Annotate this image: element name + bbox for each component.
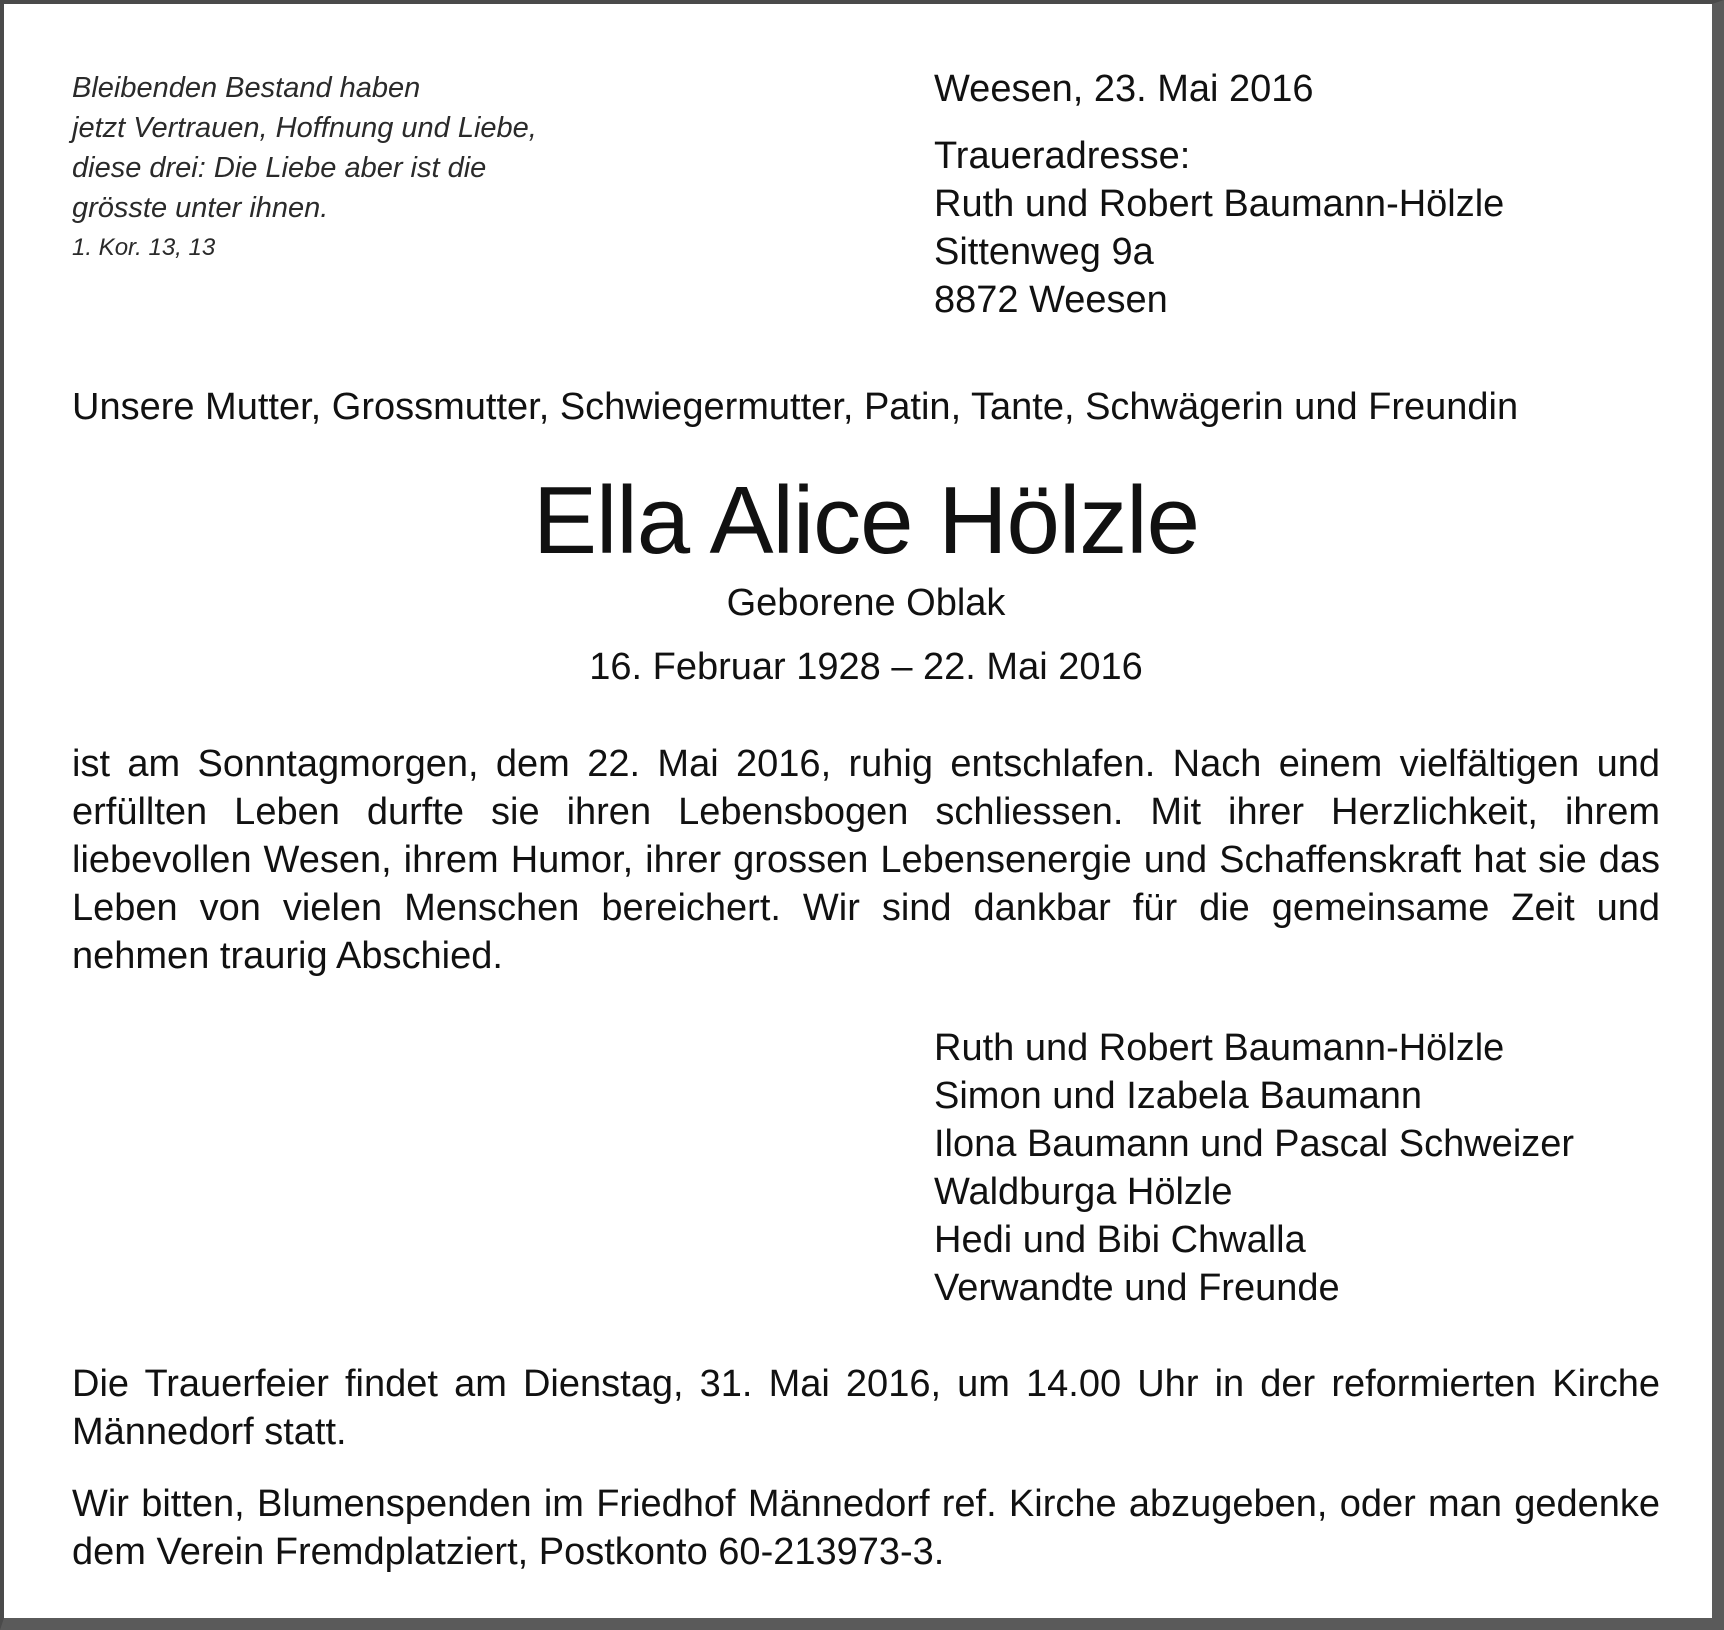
mourner: Ruth und Robert Baumann-Hölzle [934,1027,1505,1069]
mourner: Waldburga Hölzle [934,1171,1233,1213]
bible-quote [72,68,632,228]
quote-line: Bleibenden Bestand haben [72,72,421,104]
mourners-list [934,1024,1574,1312]
place-date: Weesen, 23. Mai 2016 [934,68,1314,110]
mourning-address [934,132,1504,324]
life-dates: 16. Februar 1928 – 22. Mai 2016 [589,646,1143,688]
maiden-name: Geborene Oblak [726,582,1006,624]
obituary-text: ist am Sonntagmorgen, dem 22. Mai 2016, ruhig entschlafen. Nach einem vielfältigen und erfüllten Leben durfte sie ihren Lebensbogen schliessen. Mit ihrer Herzlichkeit, ihrem liebevollen Wesen, ihrem Humor, ihrer grossen Lebensenergie und Schaffenskraft hat sie das Leben von vielen Menschen bereichert. Wir sind dankbar für die gemeinsame Zeit und nehmen traurig Abschied. [72,743,1660,977]
quote-line: jetzt Vertrauen, Hoffnung und Liebe, [72,112,537,144]
deceased-name: Ella Alice Hölzle [533,467,1199,574]
mourner: Verwandte und Freunde [934,1267,1340,1309]
quote-source: 1. Kor. 13, 13 [72,234,216,261]
address-name: Ruth und Robert Baumann-Hölzle [934,183,1505,225]
donation-info: Wir bitten, Blumenspenden im Friedhof Männedorf ref. Kirche abzugeben, oder man gedenke dem Verein Fremdplatziert, Postkonto 60-213973-3. [72,1483,1660,1573]
quote-line: diese drei: Die Liebe aber ist die [72,152,487,184]
address-label: Traueradresse: [934,135,1191,177]
intro-line: Unsere Mutter, Grossmutter, Schwiegermutter, Patin, Tante, Schwägerin und Freundin [72,386,1519,428]
mourner: Ilona Baumann und Pascal Schweizer [934,1123,1575,1165]
quote-line: grösste unter ihnen. [72,192,329,224]
mourner: Simon und Izabela Baumann [934,1075,1422,1117]
address-street: Sittenweg 9a [934,231,1154,273]
ceremony-info: Die Trauerfeier findet am Dienstag, 31. Mai 2016, um 14.00 Uhr in der reformierten Kirche Männedorf statt. [72,1363,1660,1453]
mourner: Hedi und Bibi Chwalla [934,1219,1306,1261]
address-city: 8872 Weesen [934,279,1168,321]
